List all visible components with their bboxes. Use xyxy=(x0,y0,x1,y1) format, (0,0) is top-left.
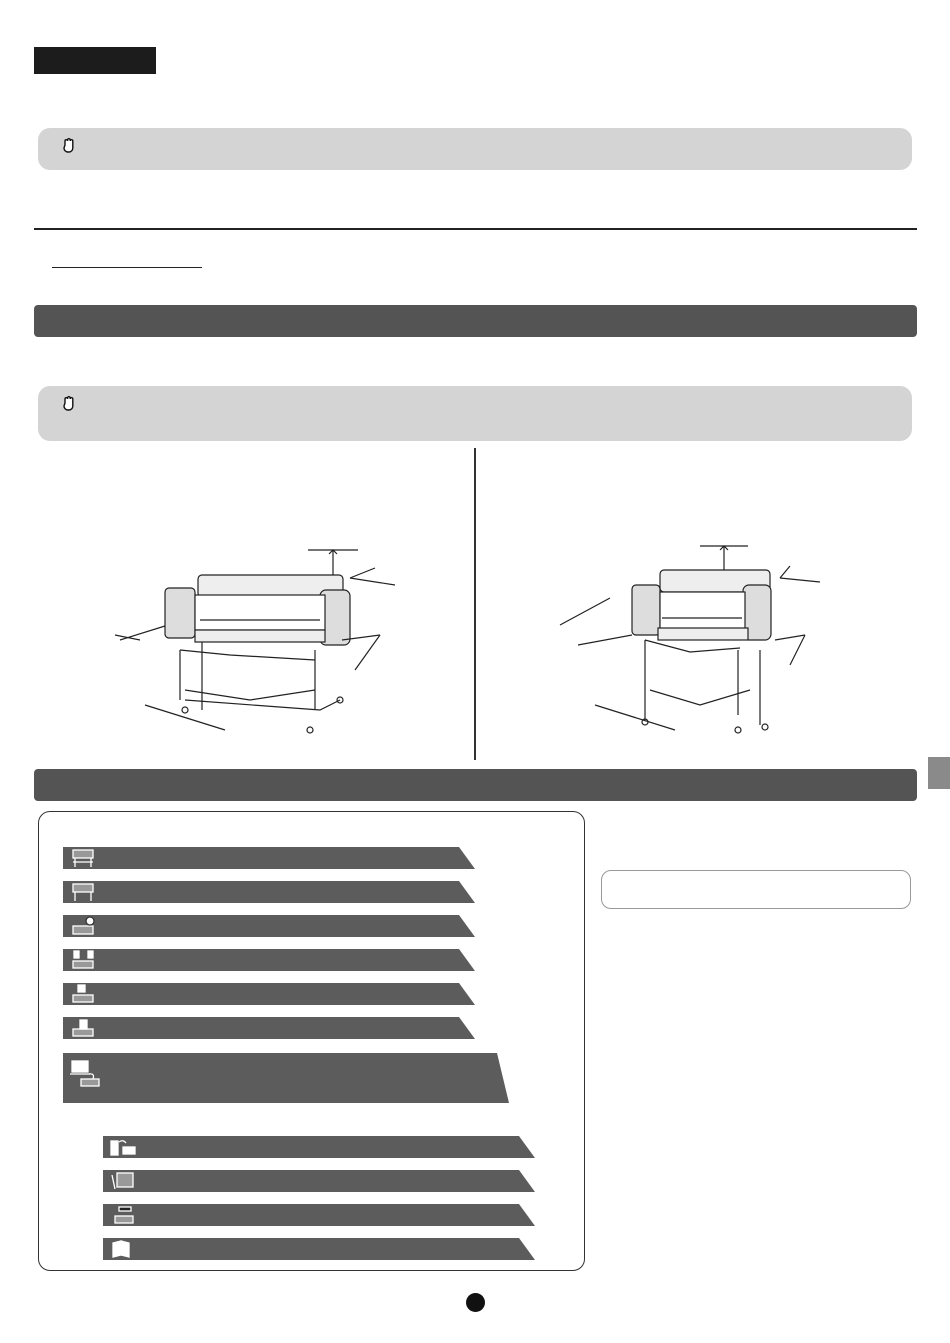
printer-paper-icon xyxy=(69,1018,97,1038)
info-side-box xyxy=(601,870,911,909)
setup-flow-box xyxy=(38,811,585,1271)
column-divider xyxy=(474,448,476,760)
section-header-bar-2 xyxy=(34,769,917,801)
manual-icon xyxy=(109,1239,137,1259)
flow-substep-3[interactable] xyxy=(103,1204,535,1226)
page-number-dot xyxy=(466,1293,485,1312)
wireless-icon xyxy=(109,1137,137,1157)
flow-step-2[interactable] xyxy=(63,881,475,903)
printhead-icon xyxy=(69,984,97,1004)
printer-clearance-illustration-right xyxy=(550,540,850,740)
computer-printer-icon xyxy=(69,1059,103,1089)
chapter-side-tab xyxy=(928,757,950,789)
flow-substep-4[interactable] xyxy=(103,1238,535,1260)
flow-substep-1[interactable] xyxy=(103,1136,535,1158)
stand-icon xyxy=(69,882,97,902)
section-tab-marker xyxy=(34,47,156,74)
flow-step-4[interactable] xyxy=(63,949,475,971)
flow-substep-2[interactable] xyxy=(103,1170,535,1192)
flow-step-6[interactable] xyxy=(63,1017,475,1039)
printer-power-icon xyxy=(69,916,97,936)
hand-icon xyxy=(62,137,76,153)
stand-icon xyxy=(69,848,97,868)
printer-clearance-illustration-left xyxy=(110,540,410,740)
printer-ink-icon xyxy=(69,950,97,970)
flow-step-5[interactable] xyxy=(63,983,475,1005)
horizontal-rule xyxy=(34,228,917,230)
section-header-bar-1 xyxy=(34,305,917,337)
important-note-2 xyxy=(38,386,912,441)
important-note-1 xyxy=(38,128,912,170)
printer-media-icon xyxy=(109,1171,137,1191)
hand-icon xyxy=(62,395,76,411)
flow-step-3[interactable] xyxy=(63,915,475,937)
link-underline[interactable] xyxy=(52,267,202,268)
printer-device-icon xyxy=(109,1205,137,1225)
flow-step-1[interactable] xyxy=(63,847,475,869)
flow-step-7[interactable] xyxy=(63,1053,509,1103)
